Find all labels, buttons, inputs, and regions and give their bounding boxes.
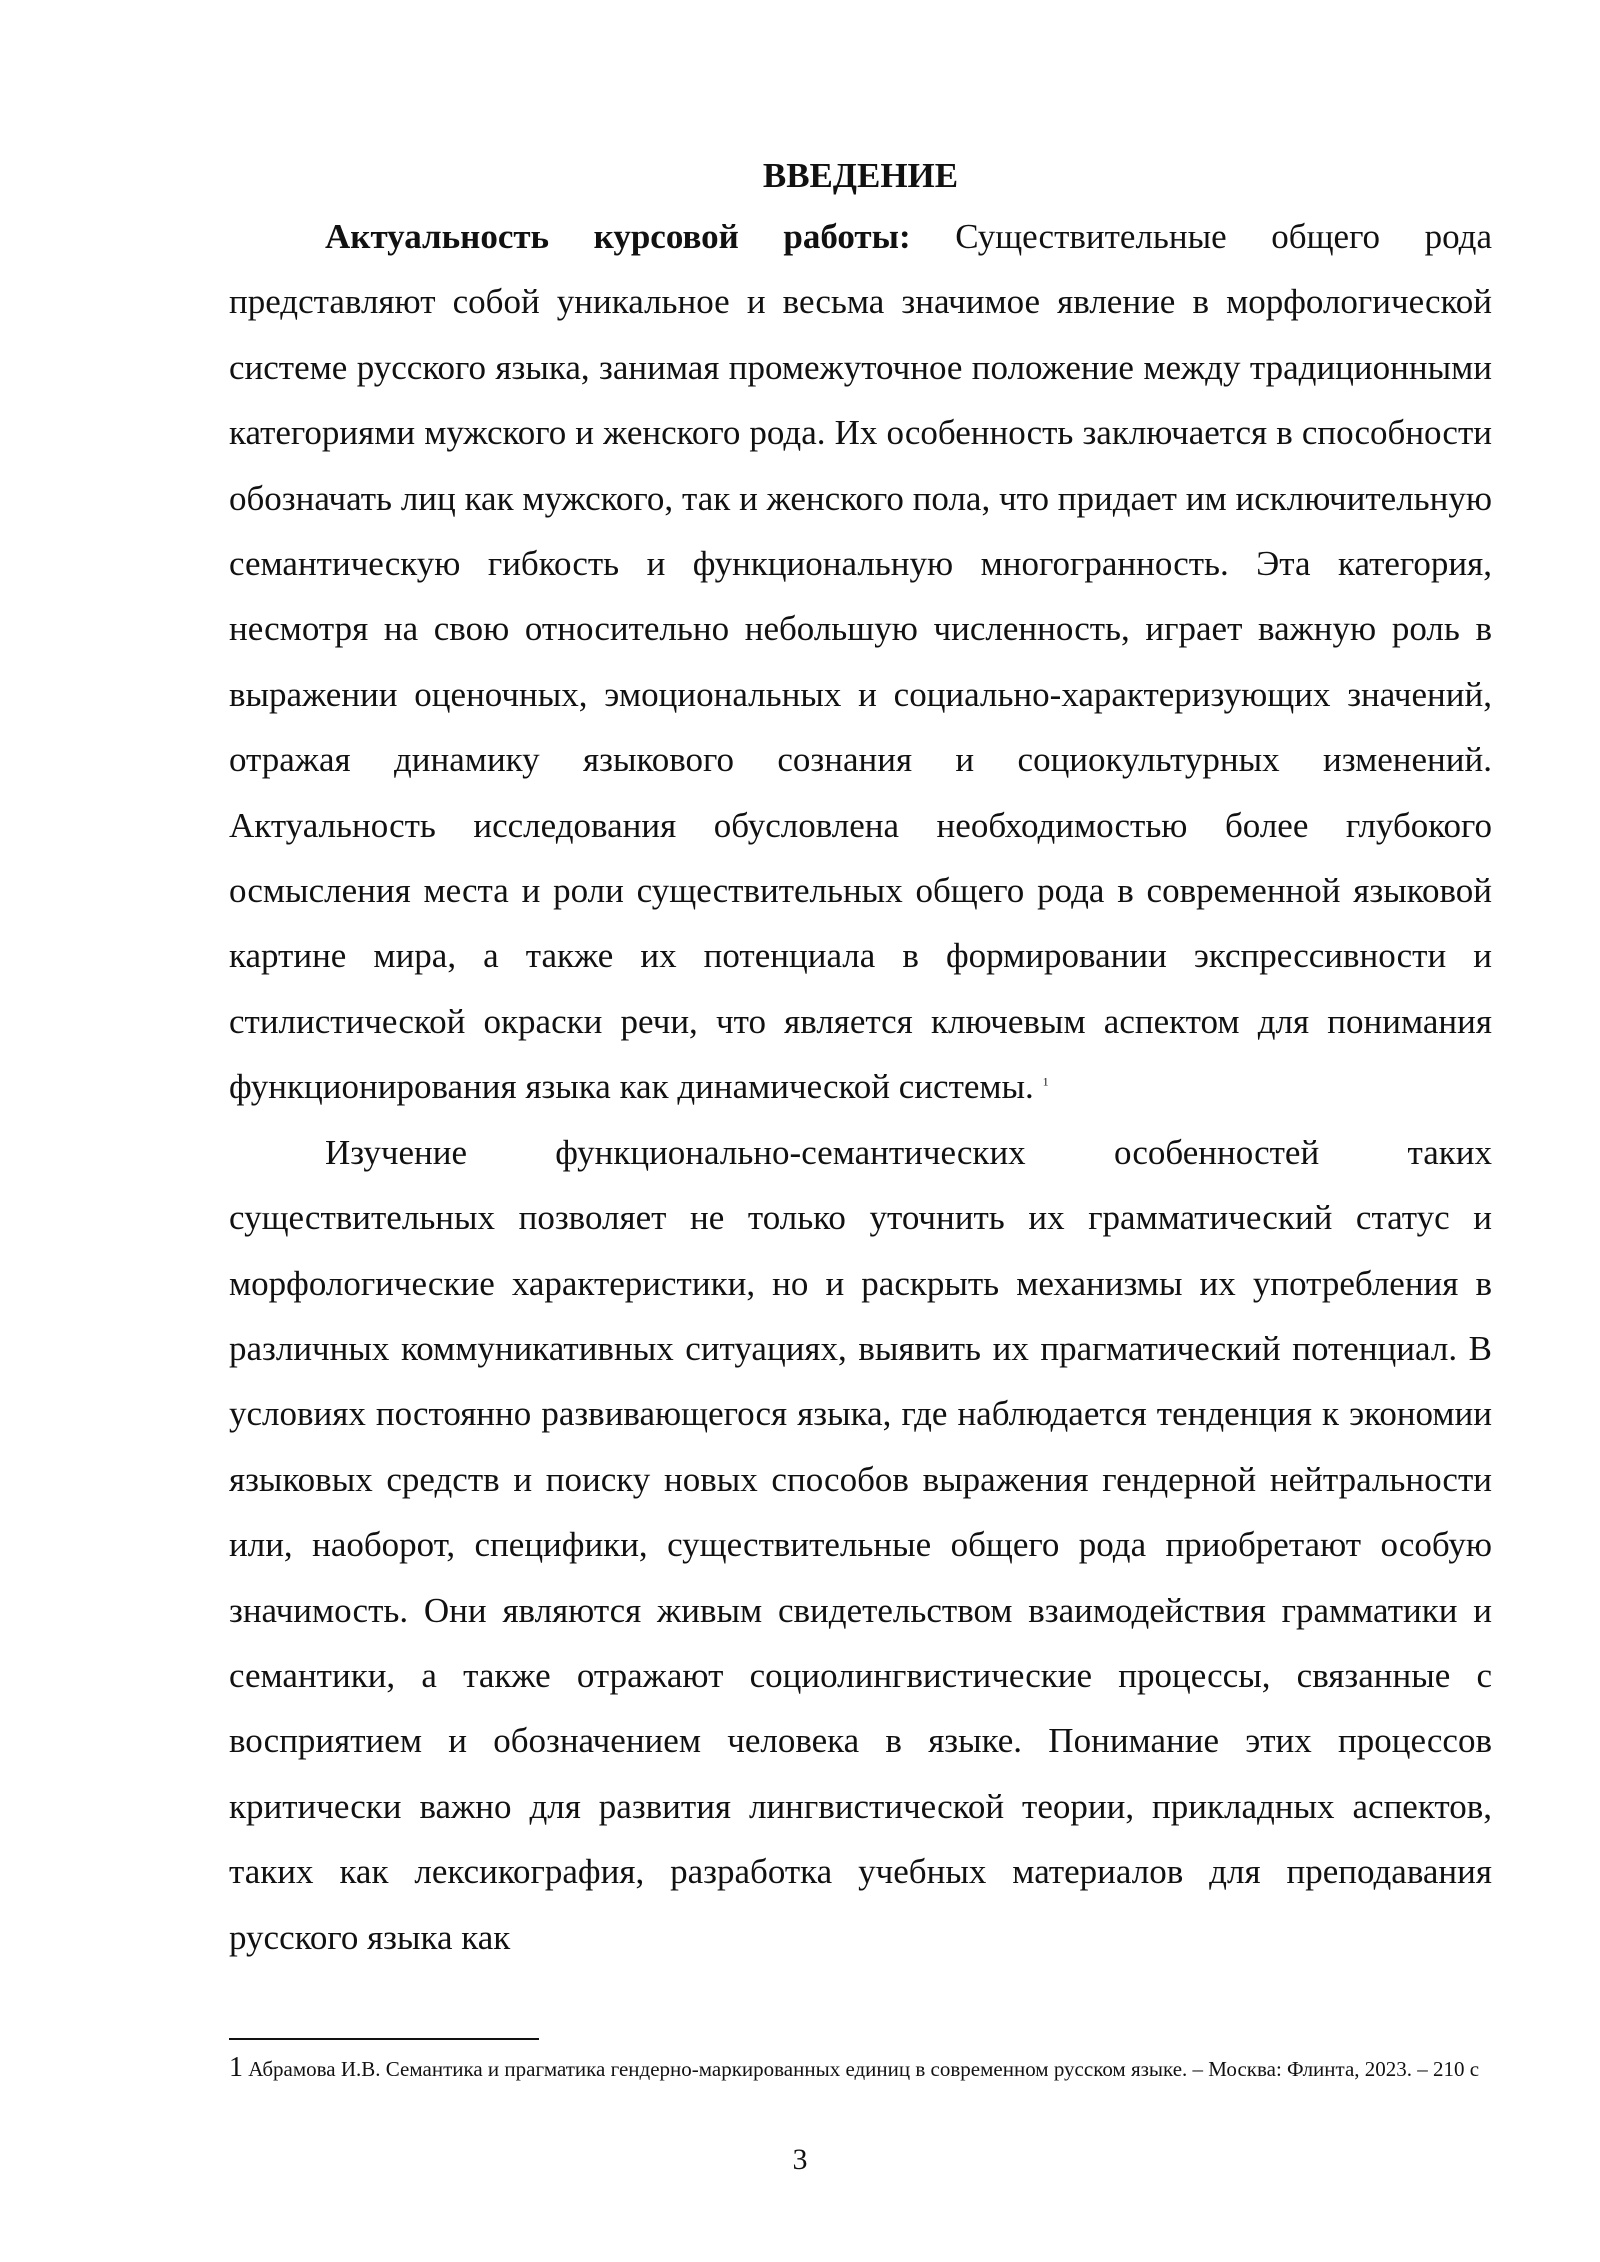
footnote-text: Абрамова И.В. Семантика и прагматика гендерно-маркированных единиц в современном русском языке. – Москва: Флинта, 2023. – 210 с (248, 2057, 1480, 2081)
paragraph-study: Изучение функционально-семантических особенностей таких существительных позволяет не только уточнить их грамматический статус и морфологические характеристики, но и раскрыть механизмы их употребления в различных коммуникативных ситуациях, выявить их прагматический потенциал. В условиях постоянно развивающегося языка, где наблюдается тенденция к экономии языковых средств и поиску новых способов выражения гендерной нейтральности или, наоборот, специфики, существительные общего рода приобретают особую значимость. Они являются живым свидетельством взаимодействия грамматики и семантики, а также отражают социолингвистические процессы, связанные с восприятием и обозначением человека в языке. Понимание этих процессов критически важно для развития лингвистической теории, прикладных аспектов, таких как лексикография, разработка учебных материалов для преподавания русского языка как (229, 1132, 1492, 1957)
body-text (229, 148, 1492, 1970)
paragraph-lead: Актуальность курсовой работы: (325, 217, 911, 256)
footnote-number: 1 (229, 2052, 243, 2083)
page-heading: ВВЕДЕНИЕ (762, 156, 959, 195)
footnote-separator (229, 2038, 539, 2040)
page-number: 3 (792, 2143, 808, 2176)
footnote (229, 2052, 1492, 2085)
paragraph-text: Существительные общего рода представляют собой уникальное и весьма значимое явление в морфологической системе русского языка, занимая промежуточное положение между традиционными категориями мужского и женского рода. Их особенность заключается в способности обозначать лиц как мужского, так и женского пола, что придает им исключительную семантическую гибкость и функциональную многогранность. Эта категория, несмотря на свою относительно небольшую численность, играет важную роль в выражении оценочных, эмоциональных и социально-характеризующих значений, отражая динамику языкового сознания и социокультурных изменений. Актуальность исследования обусловлена необходимостью более глубокого осмысления места и роли существительных общего рода в современной языковой картине мира, а также их потенциала в формировании экспрессивности и стилистической окраски речи, что является ключевым аспектом для понимания функционирования языка как динамической системы. (229, 217, 1492, 1107)
footnote-reference[interactable]: 1 (1042, 1074, 1049, 1089)
paragraph-relevance (229, 204, 1492, 1120)
